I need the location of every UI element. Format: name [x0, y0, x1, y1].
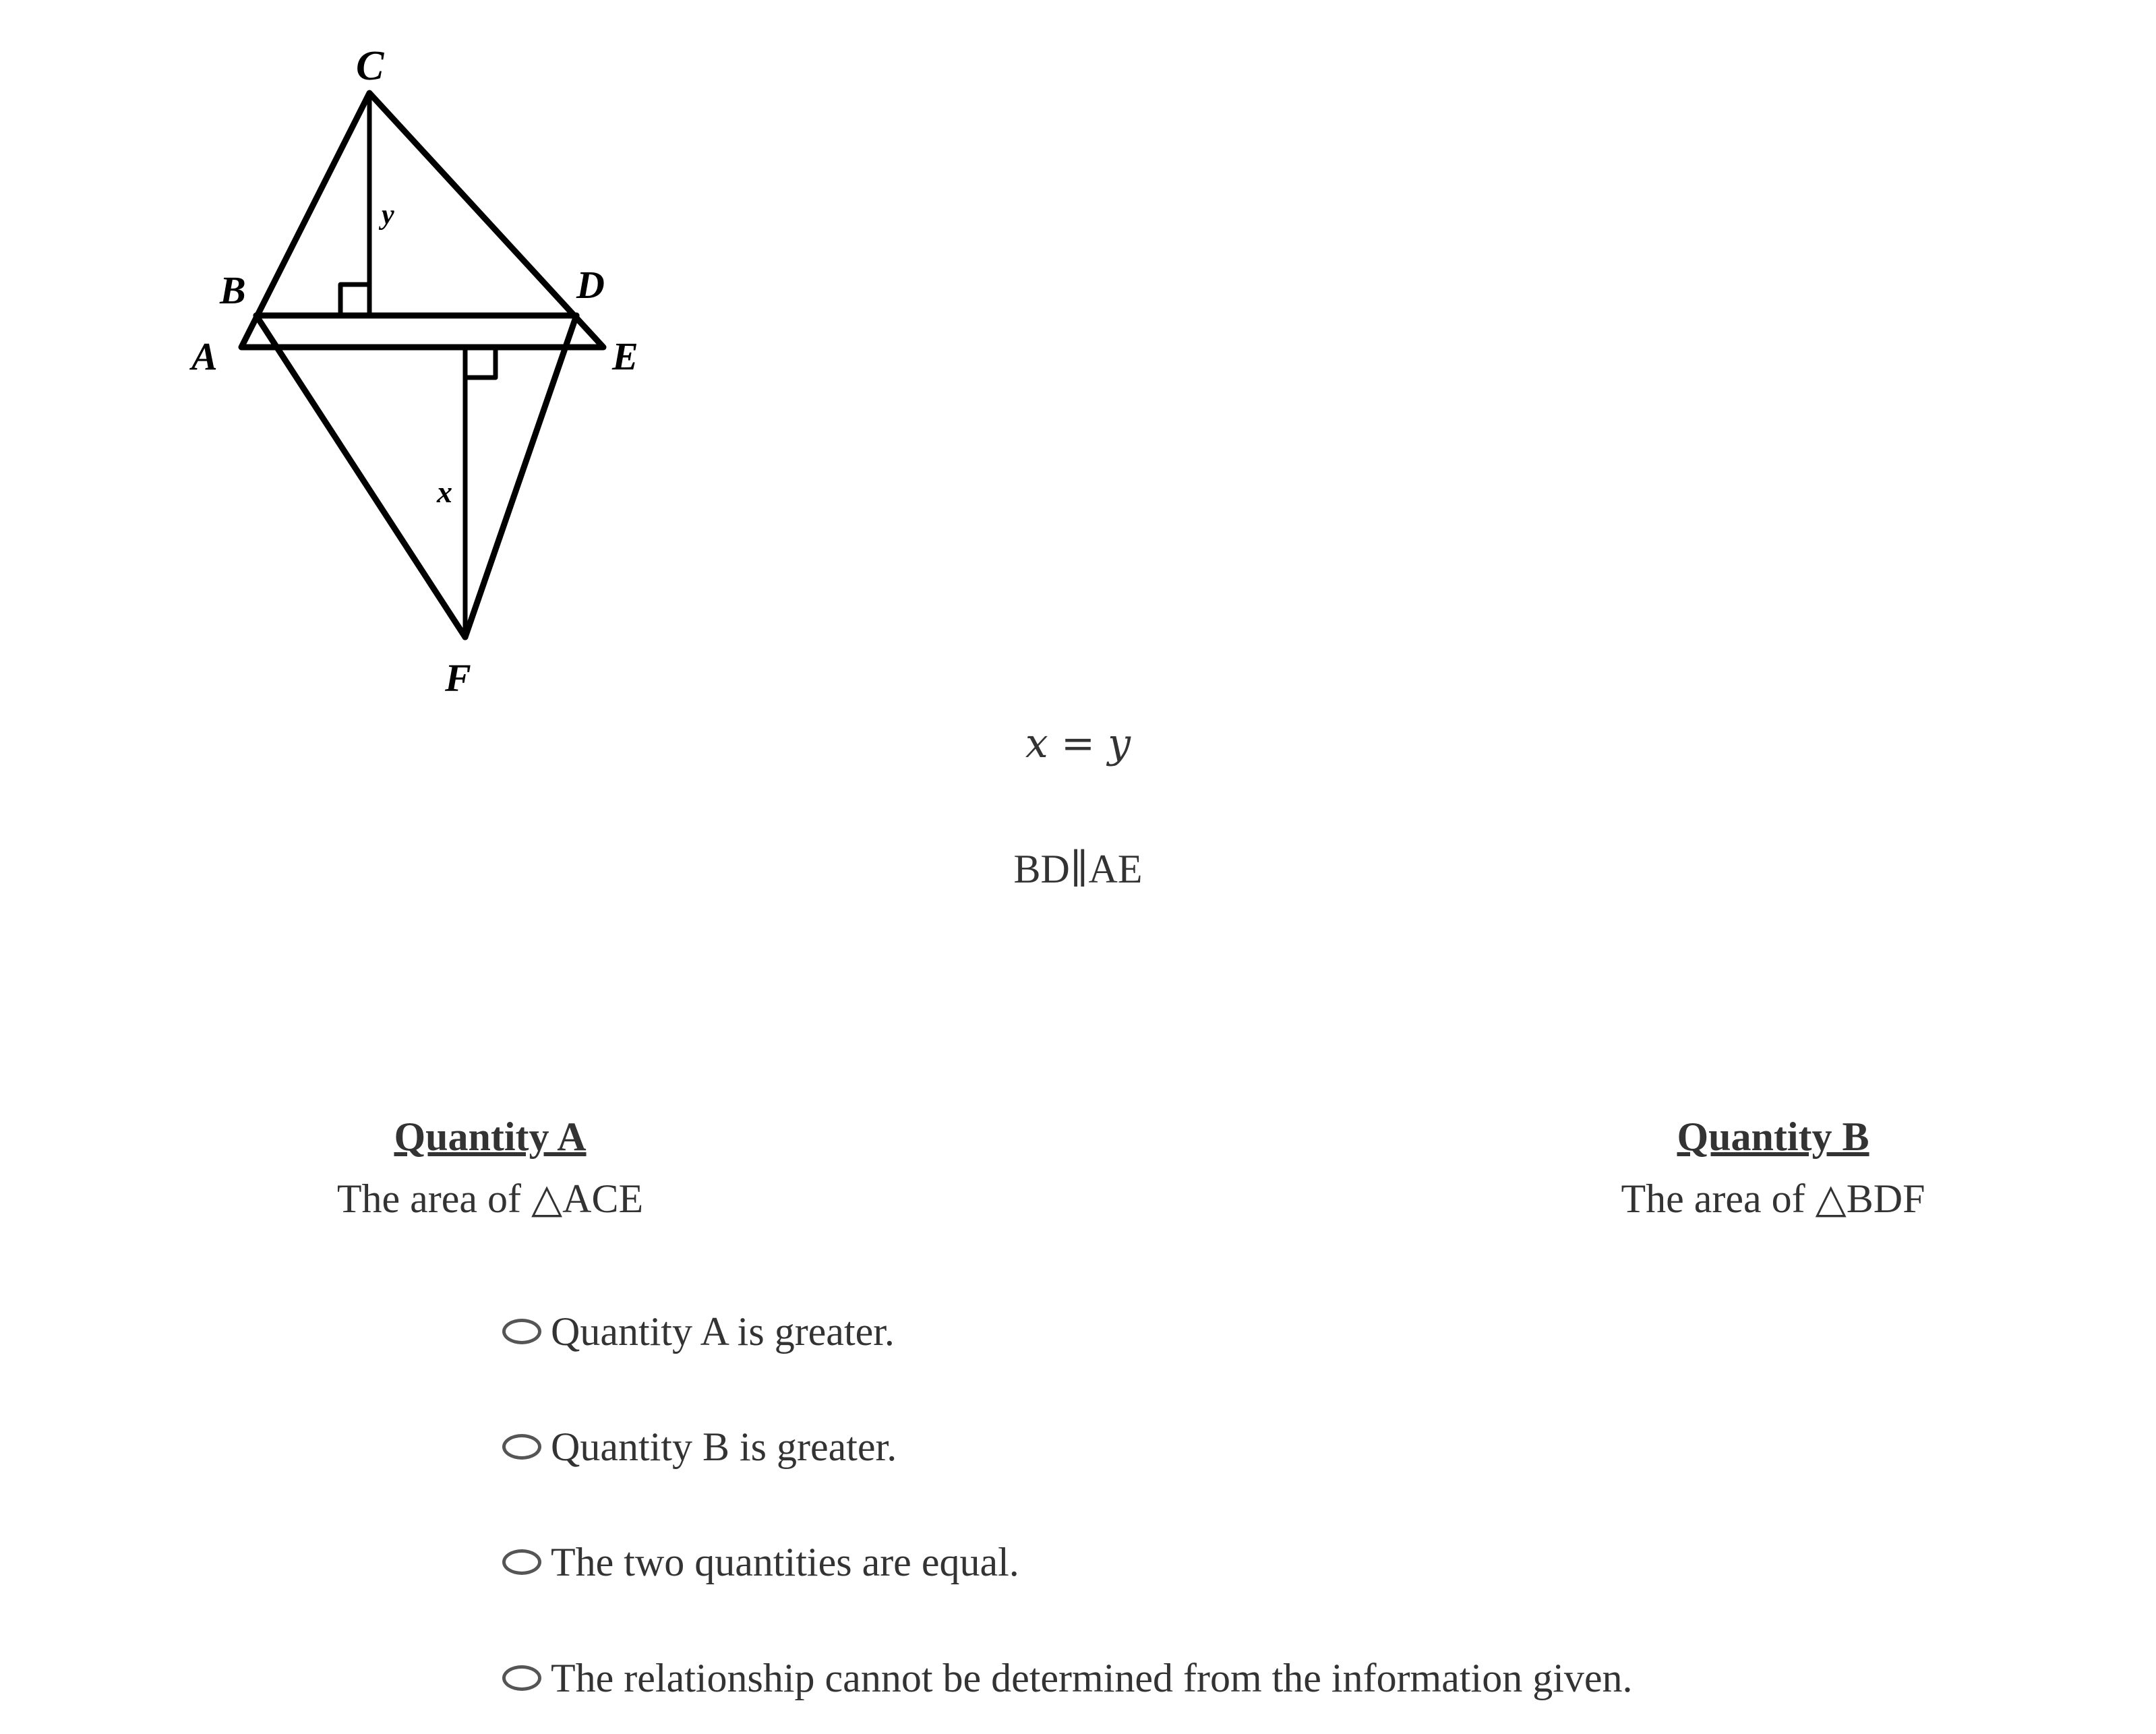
- quantity-b-heading: Quantity B: [1677, 1114, 1869, 1159]
- given-parallel: BD∥AE: [1013, 847, 1143, 891]
- quantity-a-description: The area of △ACE: [336, 1176, 644, 1221]
- answer-choice-a-greater[interactable]: [502, 1305, 895, 1358]
- segment-bf: [256, 316, 465, 637]
- quantity-b-description: The area of △BDF: [1621, 1176, 1925, 1221]
- given-equation: x = y: [1025, 720, 1131, 767]
- answer-choice-b-greater[interactable]: [502, 1420, 897, 1474]
- vertex-label-a: A: [191, 334, 218, 378]
- vertex-label-b: B: [220, 268, 246, 312]
- right-angle-marker-bottom: [465, 347, 496, 378]
- vertex-label-d: D: [576, 263, 605, 307]
- quantity-b-column: [1436, 1110, 2110, 1226]
- vertex-label-c: C: [356, 43, 384, 89]
- quantity-a-column: [153, 1110, 827, 1226]
- triangle-ace: [241, 93, 603, 347]
- answer-choice-cannot-determine[interactable]: [502, 1651, 1633, 1705]
- choice-label[interactable]: Quantity A is greater.: [551, 1309, 895, 1354]
- radio-button[interactable]: [502, 1434, 541, 1460]
- segment-df: [465, 316, 576, 637]
- geometry-figure: [182, 27, 654, 715]
- radio-button[interactable]: [502, 1665, 541, 1691]
- quantity-a-heading: Quantity A: [394, 1114, 587, 1159]
- height-label-y: y: [382, 200, 394, 231]
- answer-choice-equal[interactable]: [502, 1535, 1019, 1589]
- height-label-x: x: [437, 475, 452, 509]
- radio-button[interactable]: [502, 1549, 541, 1575]
- choice-label[interactable]: Quantity B is greater.: [551, 1424, 897, 1469]
- vertex-label-e: E: [612, 334, 638, 378]
- choice-label[interactable]: The two quantities are equal.: [551, 1539, 1019, 1584]
- right-angle-marker-top: [340, 285, 369, 316]
- choice-label[interactable]: The relationship cannot be determined from the information given.: [551, 1655, 1633, 1700]
- radio-button[interactable]: [502, 1319, 541, 1344]
- vertex-label-f: F: [445, 656, 471, 700]
